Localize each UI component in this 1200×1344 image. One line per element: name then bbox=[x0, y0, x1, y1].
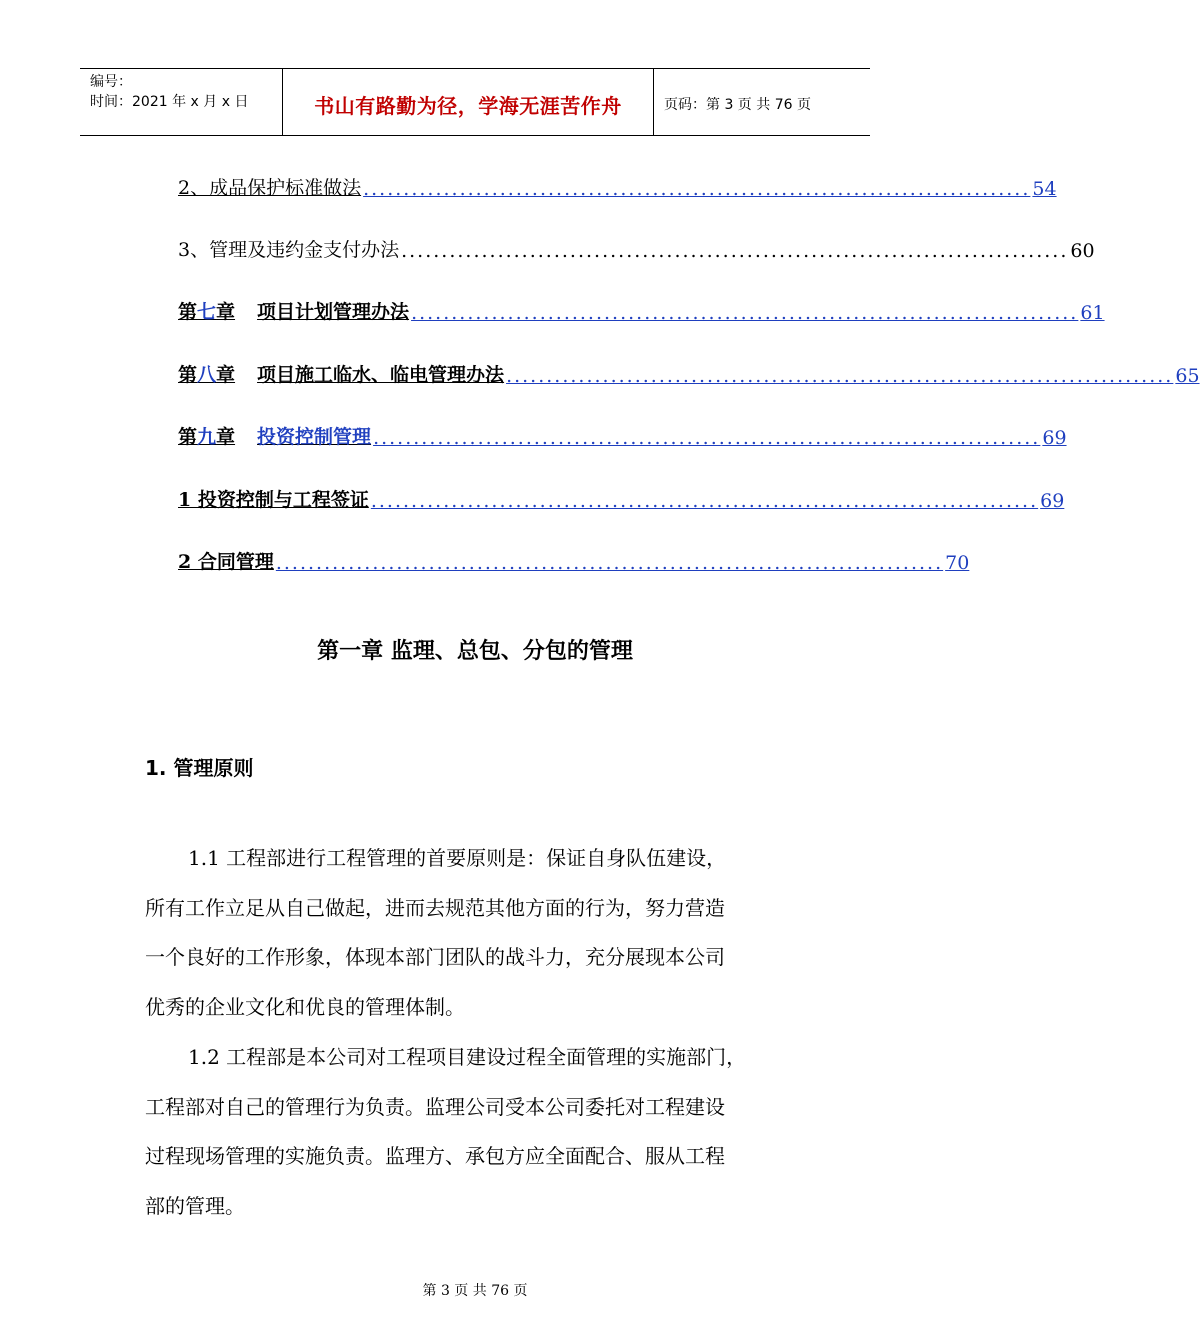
toc-entry-title[interactable]: 2 合同管理 bbox=[178, 551, 274, 573]
toc-chapter-title: 项目计划管理办法 bbox=[257, 301, 410, 323]
toc-entry-page: 60 bbox=[1070, 240, 1095, 262]
toc-chapter-suffix: 章 bbox=[216, 301, 236, 323]
toc-entry bbox=[178, 232, 1095, 262]
paragraph-line: 所有工作立足从自己做起，进而去规范其他方面的行为，努力营造 bbox=[145, 896, 725, 920]
toc-entry-title: 3、管理及违约金支付办法 bbox=[178, 239, 400, 261]
toc-leader: ................................................................................... bbox=[411, 302, 1079, 324]
header-meta bbox=[80, 69, 282, 135]
toc-entry-title[interactable] bbox=[178, 297, 409, 324]
paragraph-line: 工程部对自己的管理行为负责。监理公司受本公司委托对工程建设 bbox=[145, 1095, 725, 1119]
toc-chapter-prefix: 第 bbox=[178, 364, 198, 386]
toc-leader: ................................................................................... bbox=[506, 365, 1174, 387]
page-header bbox=[80, 68, 870, 136]
header-page-code: 页码：第 3 页 共 76 页 bbox=[664, 97, 811, 113]
toc-entry-page[interactable]: 69 bbox=[1042, 427, 1067, 449]
chapter-title: 第一章 监理、总包、分包的管理 bbox=[317, 639, 633, 664]
header-date-label: 时间：2021 年 x 月 x 日 bbox=[90, 94, 249, 110]
toc-entry[interactable] bbox=[178, 482, 1065, 512]
page-footer: 第 3 页 共 76 页 bbox=[422, 1283, 528, 1299]
toc-leader: ................................................................................... bbox=[373, 427, 1041, 449]
section-title: 1. 管理原则 bbox=[145, 756, 254, 780]
toc-leader: ................................................................................... bbox=[401, 240, 1069, 262]
toc-entry-title[interactable]: 1 投资控制与工程签证 bbox=[178, 489, 369, 511]
toc-entry-page[interactable]: 65 bbox=[1175, 365, 1200, 387]
toc-leader: ................................................................................... bbox=[363, 178, 1031, 200]
toc-chapter-suffix: 章 bbox=[216, 364, 236, 386]
toc-chapter-number: 八 bbox=[197, 364, 217, 386]
toc-entry-title[interactable] bbox=[178, 360, 504, 387]
toc-entry[interactable] bbox=[178, 544, 970, 574]
toc-chapter-prefix: 第 bbox=[178, 426, 198, 448]
toc-entry[interactable] bbox=[178, 170, 1057, 200]
paragraph-line: 部的管理。 bbox=[145, 1194, 245, 1218]
toc-entry-chapter-7[interactable] bbox=[178, 294, 1105, 324]
toc-leader: ................................................................................... bbox=[370, 490, 1039, 512]
header-number-label: 编号： bbox=[90, 74, 132, 90]
header-page-cell bbox=[654, 69, 870, 135]
paragraph-line: 优秀的企业文化和优良的管理体制。 bbox=[145, 995, 465, 1019]
toc-entry-page[interactable]: 54 bbox=[1032, 178, 1057, 200]
toc-chapter-title: 投资控制管理 bbox=[257, 426, 372, 448]
toc-entry-page[interactable]: 61 bbox=[1080, 302, 1105, 324]
paragraph-line: 1.1 工程部进行工程管理的首要原则是：保证自身队伍建设， bbox=[188, 846, 727, 870]
header-motto-cell bbox=[282, 69, 654, 135]
toc-entry-page[interactable]: 69 bbox=[1040, 490, 1065, 512]
toc-entry-title[interactable] bbox=[178, 422, 371, 449]
toc-chapter-title: 项目施工临水、临电管理办法 bbox=[257, 364, 505, 386]
toc-entry-page[interactable]: 70 bbox=[945, 552, 970, 574]
toc-chapter-suffix: 章 bbox=[216, 426, 236, 448]
toc-entry-title[interactable]: 2、成品保护标准做法 bbox=[178, 177, 362, 199]
toc-chapter-number: 九 bbox=[197, 426, 217, 448]
paragraph-line: 过程现场管理的实施负责。监理方、承包方应全面配合、服从工程 bbox=[145, 1144, 725, 1168]
toc-chapter-prefix: 第 bbox=[178, 301, 198, 323]
toc-entry-chapter-8[interactable] bbox=[178, 357, 1200, 387]
toc-chapter-number: 七 bbox=[197, 301, 217, 323]
toc-leader: ................................................................................... bbox=[275, 552, 944, 574]
paragraph-line: 1.2 工程部是本公司对工程项目建设过程全面管理的实施部门， bbox=[188, 1045, 747, 1069]
paragraph-line: 一个良好的工作形象，体现本部门团队的战斗力，充分展现本公司 bbox=[145, 945, 725, 969]
toc-entry-chapter-9[interactable] bbox=[178, 419, 1067, 449]
header-motto: 书山有路勤为径，学海无涯苦作舟 bbox=[314, 93, 622, 118]
